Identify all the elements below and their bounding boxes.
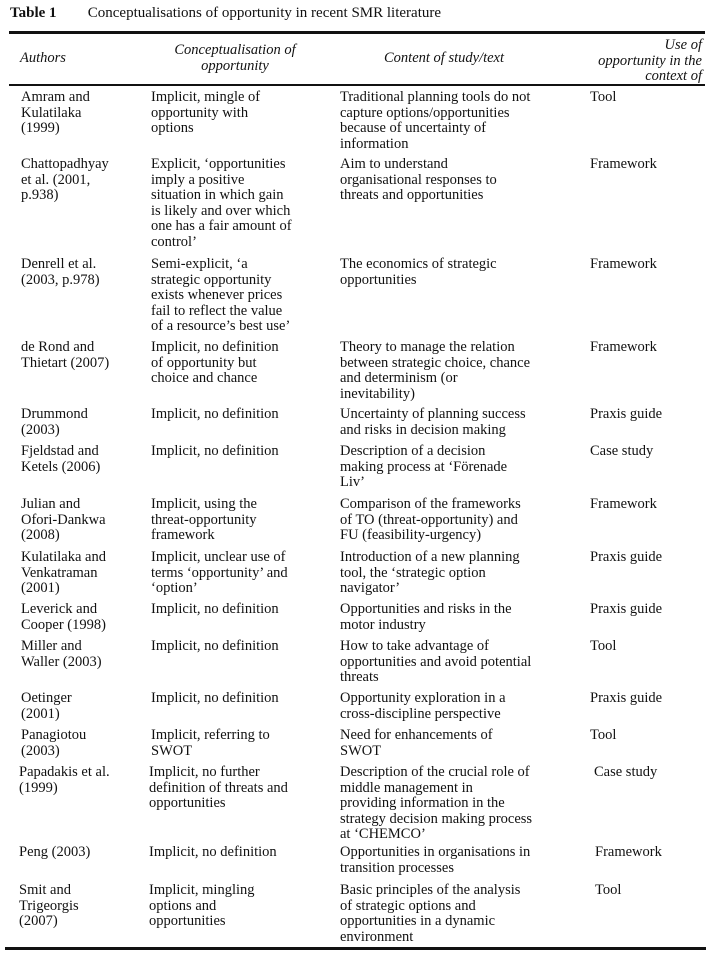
cell-conceptualisation: [151, 691, 331, 707]
cell-content-line: environment: [340, 928, 414, 945]
cell-authors-line: (2003, p.978): [21, 271, 100, 288]
cell-authors-line: Smit and: [19, 882, 71, 898]
cell-content-line: FU (feasibility-urgency): [340, 527, 482, 544]
cell-content: [340, 845, 590, 876]
cell-conceptualisation-line: exists whenever prices: [151, 287, 283, 304]
cell-authors-line: Leverick and: [21, 601, 98, 617]
cell-content-line: threats: [340, 669, 379, 686]
bottom-rule: [5, 947, 706, 950]
cell-conceptualisation-line: Implicit, no definition: [151, 690, 279, 706]
cell-authors: [19, 845, 139, 861]
cell-conceptualisation-line: Implicit, unclear use of: [151, 549, 286, 565]
cell-conceptualisation-line: threat-opportunity: [151, 511, 257, 528]
cell-content-line: capture options/opportunities: [340, 104, 510, 121]
cell-authors-line: (1999): [19, 779, 58, 796]
cell-authors: [21, 157, 141, 204]
cell-conceptualisation: [151, 639, 331, 655]
cell-use-line: Framework: [590, 256, 657, 272]
cell-content-line: Opportunities in organisations in: [340, 844, 531, 860]
cell-content-line: opportunities and avoid potential: [340, 653, 532, 670]
cell-content-line: because of uncertainty of: [340, 120, 487, 137]
cell-authors-line: (2007): [19, 913, 58, 930]
cell-content-line: organisational responses to: [340, 171, 497, 188]
cell-conceptualisation-line: framework: [151, 527, 215, 544]
cell-use-line: Framework: [590, 156, 657, 172]
cell-authors-line: Ketels (2006): [21, 458, 101, 475]
cell-use-line: Praxis guide: [590, 406, 663, 422]
cell-content-line: Description of a decision: [340, 443, 486, 459]
cell-use: [590, 340, 705, 356]
cell-use: [590, 497, 705, 513]
cell-authors-line: de Rond and: [21, 339, 95, 355]
cell-conceptualisation-line: Implicit, mingle of: [151, 89, 261, 105]
cell-conceptualisation: [151, 407, 331, 423]
cell-authors-line: Peng (2003): [19, 844, 91, 860]
cell-use: [590, 407, 705, 423]
cell-content-line: opportunities in a dynamic: [340, 913, 496, 930]
cell-content-line: Description of the crucial role of: [340, 764, 530, 780]
cell-content-line: Theory to manage the relation: [340, 339, 515, 355]
cell-content: [340, 257, 590, 288]
header-conceptualisation: Conceptualisation of opportunity: [174, 42, 296, 74]
cell-conceptualisation-line: strategic opportunity: [151, 271, 272, 288]
cell-authors: [21, 444, 141, 475]
header-rule: [9, 84, 705, 86]
cell-conceptualisation: [151, 257, 331, 335]
cell-content-line: of TO (threat-opportunity) and: [340, 511, 518, 528]
cell-conceptualisation-line: Explicit, ‘opportunities: [151, 156, 286, 172]
cell-use: [590, 90, 705, 106]
cell-authors-line: (2008): [21, 527, 60, 544]
cell-authors-line: et al. (2001,: [21, 171, 91, 188]
cell-authors: [19, 883, 139, 930]
cell-authors-line: (2001): [21, 705, 60, 722]
cell-conceptualisation-line: of a resource’s best use’: [151, 318, 291, 335]
cell-content-line: Aim to understand: [340, 156, 448, 172]
cell-conceptualisation-line: Implicit, no definition: [151, 339, 279, 355]
cell-use: [590, 157, 705, 173]
cell-content-line: and risks in decision making: [340, 421, 506, 438]
cell-content-line: Liv’: [340, 474, 365, 491]
cell-content-line: providing information in the: [340, 795, 505, 812]
cell-use: [590, 691, 705, 707]
cell-authors-line: Papadakis et al.: [19, 764, 110, 780]
cell-authors-line: Miller and: [21, 638, 82, 654]
cell-content-line: of strategic options and: [340, 897, 476, 914]
cell-use-line: Tool: [590, 638, 617, 654]
cell-conceptualisation-line: ‘option’: [151, 580, 198, 597]
cell-authors: [21, 728, 141, 759]
cell-conceptualisation-line: Semi-explicit, ‘a: [151, 256, 248, 272]
cell-content: [340, 550, 590, 597]
cell-conceptualisation-line: opportunities: [149, 913, 226, 930]
cell-authors-line: Julian and: [21, 496, 81, 512]
cell-conceptualisation: [149, 765, 329, 812]
cell-authors: [21, 90, 141, 137]
cell-conceptualisation: [151, 728, 331, 759]
cell-conceptualisation: [149, 845, 329, 861]
cell-content-line: Introduction of a new planning: [340, 549, 520, 565]
cell-content-line: navigator’: [340, 580, 401, 597]
cell-use-line: Praxis guide: [590, 549, 663, 565]
cell-conceptualisation-line: situation in which gain: [151, 187, 284, 204]
cell-authors: [21, 550, 141, 597]
cell-use: [590, 444, 705, 460]
cell-content-line: strategy decision making process: [340, 810, 533, 827]
cell-conceptualisation-line: Implicit, mingling: [149, 882, 255, 898]
cell-authors-line: Denrell et al.: [21, 256, 97, 272]
cell-content-line: and determinism (or: [340, 370, 458, 387]
cell-conceptualisation-line: imply a positive: [151, 171, 245, 188]
cell-authors-line: Kulatilaka and: [21, 549, 106, 565]
cell-content-line: making process at ‘Förenade: [340, 458, 508, 475]
cell-use-line: Framework: [590, 339, 657, 355]
cell-content-line: Need for enhancements of: [340, 727, 493, 743]
cell-use-line: Tool: [590, 89, 617, 105]
cell-content: [340, 639, 590, 686]
cell-authors: [21, 407, 141, 438]
cell-content-line: opportunities: [340, 271, 417, 288]
cell-conceptualisation-line: options: [151, 120, 194, 137]
cell-authors-line: Cooper (1998): [21, 616, 106, 633]
cell-use: [595, 883, 710, 899]
cell-authors: [21, 340, 141, 371]
cell-authors: [21, 497, 141, 544]
cell-conceptualisation-line: options and: [149, 897, 217, 914]
cell-content-line: between strategic choice, chance: [340, 354, 531, 371]
cell-conceptualisation: [149, 883, 329, 930]
cell-authors-line: (2003): [21, 421, 60, 438]
cell-content: [340, 90, 590, 152]
cell-content: [340, 765, 590, 843]
cell-content-line: transition processes: [340, 859, 454, 876]
cell-conceptualisation-line: terms ‘opportunity’ and: [151, 564, 288, 581]
cell-content-line: How to take advantage of: [340, 638, 489, 654]
cell-content-line: information: [340, 135, 409, 152]
cell-conceptualisation-line: Implicit, referring to: [151, 727, 270, 743]
cell-content-line: The economics of strategic: [340, 256, 497, 272]
cell-content: [340, 497, 590, 544]
cell-conceptualisation-line: control’: [151, 233, 197, 250]
cell-conceptualisation-line: SWOT: [151, 742, 193, 759]
cell-conceptualisation-line: definition of threats and: [149, 779, 288, 796]
cell-content-line: Basic principles of the analysis: [340, 882, 521, 898]
cell-content: [340, 157, 590, 204]
cell-authors: [21, 639, 141, 670]
cell-authors-line: Venkatraman: [21, 564, 98, 581]
cell-use-line: Case study: [590, 443, 654, 459]
cell-content-line: at ‘CHEMCO’: [340, 826, 426, 843]
table-label: Table 1: [10, 5, 57, 21]
cell-content: [340, 883, 590, 945]
cell-authors-line: Trigeorgis: [19, 897, 79, 914]
cell-conceptualisation: [151, 497, 331, 544]
cell-content: [340, 691, 590, 722]
cell-use-line: Praxis guide: [590, 601, 663, 617]
cell-content-line: Traditional planning tools do not: [340, 89, 531, 105]
header-use: Use of opportunity in the context of: [598, 37, 702, 84]
cell-conceptualisation: [151, 444, 331, 460]
cell-authors-line: Amram and: [21, 89, 90, 105]
table-caption: [10, 4, 441, 22]
cell-use: [595, 845, 710, 861]
cell-conceptualisation-line: opportunity with: [151, 104, 249, 121]
cell-use-line: Tool: [595, 882, 622, 898]
cell-use: [590, 257, 705, 273]
cell-conceptualisation-line: choice and chance: [151, 370, 258, 387]
cell-content: [340, 602, 590, 633]
cell-content-line: Uncertainty of planning success: [340, 406, 526, 422]
cell-use: [590, 602, 705, 618]
cell-conceptualisation-line: Implicit, no definition: [151, 406, 279, 422]
cell-conceptualisation-line: Implicit, no definition: [151, 601, 279, 617]
cell-content-line: cross-discipline perspective: [340, 705, 501, 722]
cell-use-line: Framework: [595, 844, 662, 860]
cell-conceptualisation: [151, 550, 331, 597]
cell-authors-line: Fjeldstad and: [21, 443, 99, 459]
cell-use-line: Praxis guide: [590, 690, 663, 706]
cell-conceptualisation: [151, 340, 331, 387]
cell-conceptualisation-line: Implicit, no definition: [151, 638, 279, 654]
cell-authors: [21, 602, 141, 633]
cell-conceptualisation-line: is likely and over which: [151, 202, 291, 219]
cell-authors-line: Oetinger: [21, 690, 72, 706]
cell-content: [340, 444, 590, 491]
cell-authors-line: Panagiotou: [21, 727, 87, 743]
cell-use-line: Case study: [594, 764, 658, 780]
cell-authors-line: Kulatilaka: [21, 104, 82, 121]
cell-content: [340, 407, 590, 438]
cell-conceptualisation: [151, 157, 331, 251]
cell-authors-line: Ofori-Dankwa: [21, 511, 106, 528]
cell-conceptualisation-line: Implicit, no further: [149, 764, 260, 780]
cell-content-line: inevitability): [340, 385, 415, 402]
cell-conceptualisation-line: one has a fair amount of: [151, 218, 292, 235]
cell-authors-line: Chattopadhyay: [21, 156, 109, 172]
cell-use: [590, 550, 705, 566]
cell-content: [340, 340, 590, 402]
cell-conceptualisation-line: Implicit, no definition: [151, 443, 279, 459]
cell-use-line: Tool: [590, 727, 617, 743]
cell-use: [590, 639, 705, 655]
cell-authors-line: (1999): [21, 120, 60, 137]
cell-content-line: Opportunities and risks in the: [340, 601, 512, 617]
cell-authors-line: (2001): [21, 580, 60, 597]
cell-content-line: motor industry: [340, 616, 426, 633]
cell-content-line: threats and opportunities: [340, 187, 484, 204]
cell-use: [594, 765, 709, 781]
cell-conceptualisation-line: fail to reflect the value: [151, 302, 283, 319]
table-header: [0, 38, 711, 84]
cell-use-line: Framework: [590, 496, 657, 512]
cell-conceptualisation: [151, 90, 331, 137]
header-content: Content of study/text: [384, 50, 505, 66]
cell-conceptualisation: [151, 602, 331, 618]
cell-authors-line: Thietart (2007): [21, 354, 110, 371]
cell-content-line: SWOT: [340, 742, 382, 759]
cell-content-line: Opportunity exploration in a: [340, 690, 506, 706]
cell-conceptualisation-line: Implicit, using the: [151, 496, 257, 512]
cell-content-line: tool, the ‘strategic option: [340, 564, 486, 581]
cell-content: [340, 728, 590, 759]
header-authors: Authors: [20, 50, 66, 66]
cell-authors-line: p.938): [21, 187, 59, 204]
cell-use: [590, 728, 705, 744]
cell-content-line: middle management in: [340, 779, 473, 796]
cell-authors: [21, 691, 141, 722]
cell-content-line: Comparison of the frameworks: [340, 496, 521, 512]
cell-authors-line: (2003): [21, 742, 60, 759]
top-rule: [9, 31, 705, 34]
cell-authors-line: Waller (2003): [21, 653, 102, 670]
cell-authors-line: Drummond: [21, 406, 88, 422]
cell-conceptualisation-line: opportunities: [149, 795, 226, 812]
cell-authors: [19, 765, 139, 796]
cell-conceptualisation-line: of opportunity but: [151, 354, 257, 371]
cell-conceptualisation-line: Implicit, no definition: [149, 844, 277, 860]
cell-authors: [21, 257, 141, 288]
table-title: Conceptualisations of opportunity in recent SMR literature: [87, 5, 442, 21]
